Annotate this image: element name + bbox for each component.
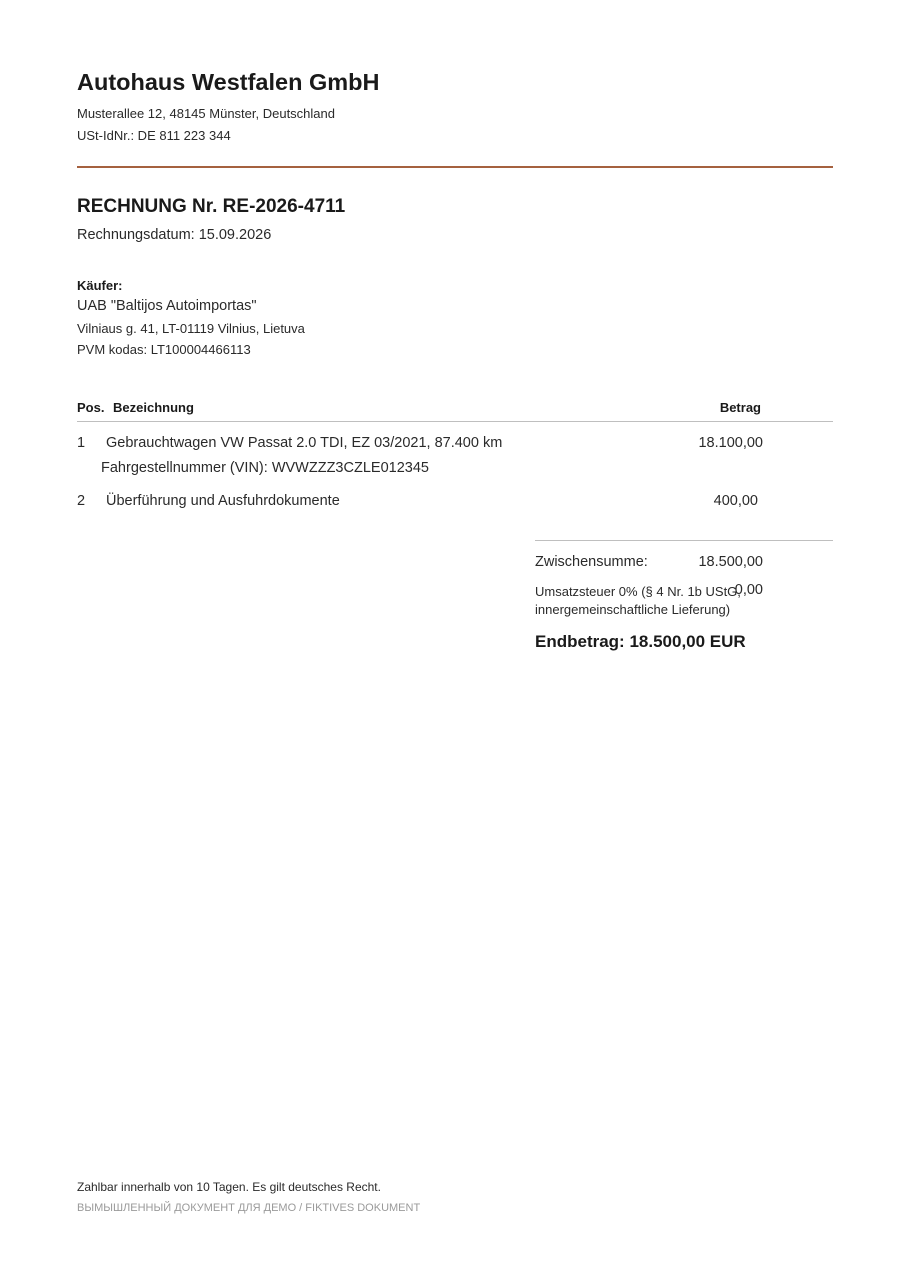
line-item-1-vin: Fahrgestellnummer (VIN): WVWZZZ3CZLE012345: [101, 460, 429, 476]
header-divider: [77, 166, 833, 168]
seller-address: Musterallee 12, 48145 Münster, Deutschland: [77, 106, 335, 121]
buyer-heading: Käufer:: [77, 278, 123, 293]
line-item-1-description: Gebrauchtwagen VW Passat 2.0 TDI, EZ 03/2021, 87.400 km: [106, 435, 503, 451]
invoice-title: RECHNUNG Nr. RE-2026-4711: [77, 196, 346, 217]
subtotal-label: Zwischensumme:: [535, 554, 648, 570]
line-item-1-amount: 18.100,00: [698, 435, 763, 451]
fictitious-disclaimer: ВЫМЫШЛЕННЫЙ ДОКУМЕНТ ДЛЯ ДЕМО / FIKTIVES DOKUMENT: [77, 1202, 421, 1214]
invoice-date: Rechnungsdatum: 15.09.2026: [77, 227, 272, 243]
payment-terms: Zahlbar innerhalb von 10 Tagen. Es gilt deutsches Recht.: [77, 1180, 381, 1194]
buyer-vat-id: PVM kodas: LT100004466113: [77, 342, 251, 357]
subtotal-value: 18.500,00: [698, 554, 763, 570]
seller-vat-id: USt-IdNr.: DE 811 223 344: [77, 128, 231, 143]
column-header-pos: Pos.: [77, 400, 105, 415]
grand-total: Endbetrag: 18.500,00 EUR: [535, 632, 746, 651]
column-header-description: Bezeichnung: [113, 400, 194, 415]
line-item-2-amount: 400,00: [713, 493, 758, 509]
totals-divider: [535, 540, 833, 541]
buyer-address: Vilniaus g. 41, LT-01119 Vilnius, Lietuva: [77, 321, 305, 336]
seller-name: Autohaus Westfalen GmbH: [77, 69, 380, 95]
vat-value: 0,00: [734, 582, 763, 598]
vat-label: Umsatzsteuer 0% (§ 4 Nr. 1b UStG, innergemeinschaftliche Lieferung): [535, 584, 741, 617]
line-item-2-description: Überführung und Ausfuhrdokumente: [106, 493, 340, 509]
buyer-name: UAB "Baltijos Autoimportas": [77, 298, 257, 314]
column-header-amount: Betrag: [719, 400, 761, 415]
line-item-1-pos: 1: [77, 435, 86, 451]
line-item-2-pos: 2: [77, 493, 86, 509]
table-header-divider: [77, 421, 833, 422]
